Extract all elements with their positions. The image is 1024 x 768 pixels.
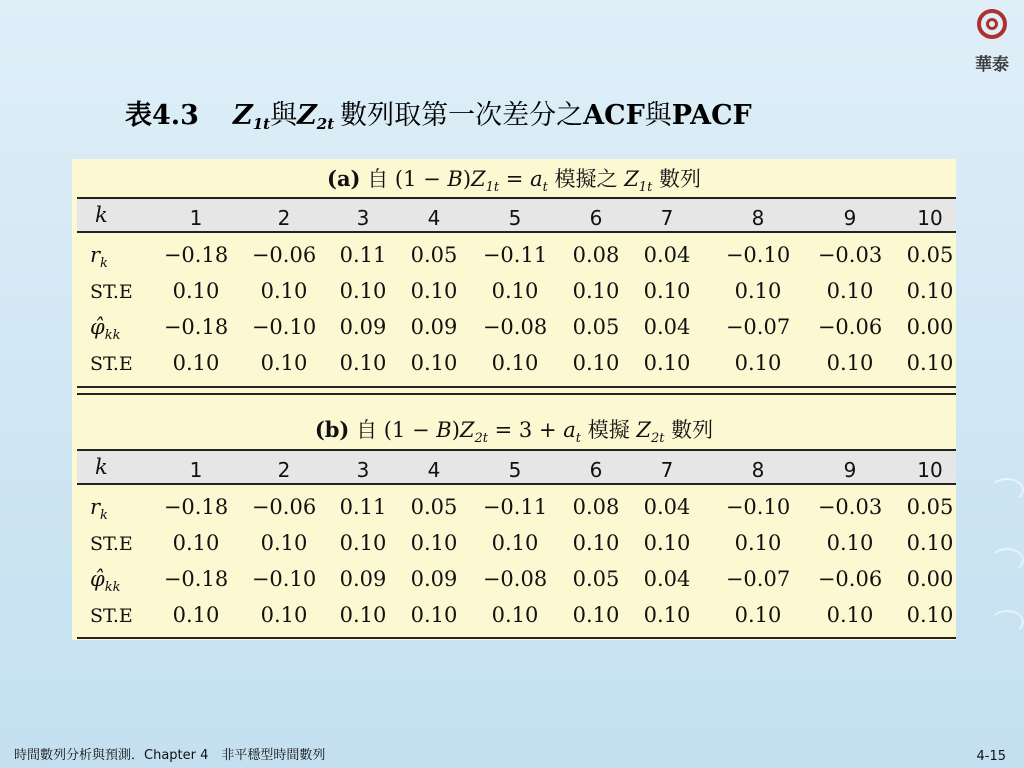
caption-a: a [530,167,543,191]
table-b-cell-rk: −0.10 [725,495,791,519]
caption-Z2: Z [624,167,639,191]
table-a-row-label-text: r [90,243,101,267]
table-a-cell-phi-se: 0.10 [172,351,220,375]
caption-Z-sub: 1t [485,180,500,196]
table-b-row-label-text: φ̂ [90,567,105,591]
table-a-lag-header: 4 [427,206,441,230]
table-b-lag-header: 4 [427,458,441,482]
table-a-cell-rk: −0.03 [817,243,883,267]
table-b-cell-phi-se: 0.10 [339,603,387,627]
title-acf: ACF [583,100,645,131]
caption-open: (1 − [383,418,437,442]
table-b-cell-phi-kk: 0.00 [906,567,954,591]
table-b-cell-rk: 0.08 [572,495,620,519]
table-a-cell-phi-se: 0.10 [491,351,539,375]
section-b-label: (b) [314,417,350,442]
table-a-cell-phi-kk: 0.05 [572,315,620,339]
table-a-cell-rk-se: 0.10 [826,279,874,303]
table-b-cell-phi-kk: 0.09 [410,567,458,591]
section-a-label: (a) [327,166,361,191]
table-b-row-label-text: ST.E [90,605,133,627]
caption-a: a [563,418,576,442]
table-b-lag-header: 3 [356,458,370,482]
logo-text: 華泰 [975,55,1009,75]
caption-B: B [436,418,452,442]
table-b-cell-phi-kk: −0.10 [251,567,317,591]
table-a-row-label-sub: k [100,256,108,272]
table-b-row-label-phi-se [90,605,133,627]
table-a-cell-rk: −0.06 [251,243,317,267]
table-b-row-label-rk [90,495,108,523]
table-a-cell-phi-kk: 0.09 [339,315,387,339]
table-a-cell-rk-se: 0.10 [260,279,308,303]
table-a-cell-phi-kk: 0.04 [643,315,691,339]
table-b-row-label-sub: k [100,508,108,524]
table-a-cell-phi-se: 0.10 [906,351,954,375]
table-b-cell-phi-kk: 0.09 [339,567,387,591]
caption-seq: 數列 [658,167,701,191]
table-b-cell-phi-se: 0.10 [260,603,308,627]
table-a-cell-phi-kk: −0.10 [251,315,317,339]
table-b-lag-header: 9 [843,458,857,482]
caption-Z: Z [471,167,486,191]
caption-Z2-sub: 1t [638,180,653,196]
table-b-cell-phi-kk: −0.08 [482,567,548,591]
table-a-cell-rk: −0.11 [482,243,548,267]
table-b-cell-rk-se: 0.10 [172,531,220,555]
table-b-cell-rk-se: 0.10 [339,531,387,555]
table-b-cell-phi-se: 0.10 [906,603,954,627]
table-b-cell-rk: −0.06 [251,495,317,519]
logo-ring-icon [977,9,1007,39]
table-a-cell-rk-se: 0.10 [172,279,220,303]
table-b-cell-phi-se: 0.10 [491,603,539,627]
title-rest: 數列取第一次差分之 [340,100,584,131]
table-a-lag-header: 5 [508,206,522,230]
table-b-cell-rk-se: 0.10 [260,531,308,555]
table-a-cell-phi-kk: −0.08 [482,315,548,339]
table-a-lag-header: 6 [589,206,603,230]
title-var-z2-sub: 2t [316,115,335,133]
table-a-cell-rk: 0.05 [906,243,954,267]
table-a-cell-phi-kk: −0.06 [817,315,883,339]
table-b-lag-header: 10 [917,458,943,482]
table-a-cell-phi-kk: −0.07 [725,315,791,339]
table-a-row-label-phi-kk [90,315,120,343]
caption-sim: 模擬之 [554,167,618,191]
table-b-row-label-rk-se [90,533,133,555]
table-b-cell-phi-kk: 0.05 [572,567,620,591]
table-a-lag-header: 10 [917,206,943,230]
table-b-cell-rk-se: 0.10 [410,531,458,555]
table-b-cell-phi-se: 0.10 [643,603,691,627]
table-b-k-label: k [95,455,108,479]
table-a-cell-phi-se: 0.10 [260,351,308,375]
table-a-cell-phi-kk: 0.09 [410,315,458,339]
caption-Z: Z [459,418,475,442]
table-a-row-label-sub: kk [104,328,121,344]
table-number: 表4.3 [125,100,199,131]
table-b-cell-phi-se: 0.10 [172,603,220,627]
table-b-cell-phi-kk: −0.07 [725,567,791,591]
table-a-row-label-rk [90,243,108,271]
table-b-cell-phi-se: 0.10 [572,603,620,627]
table-a-row-label-text: ST.E [90,353,133,375]
table-b-cell-rk-se: 0.10 [734,531,782,555]
caption-close: ) [451,418,460,442]
table-a-header-row [77,197,956,233]
table-b-cell-rk: 0.05 [906,495,954,519]
table-b-row-label-text: r [90,495,101,519]
table-a-k-label: k [95,203,108,227]
table-a-cell-phi-se: 0.10 [572,351,620,375]
slide-title [125,93,752,133]
caption-zi: 自 [367,167,389,191]
caption-open: (1 − [394,167,448,191]
table-b-cell-rk: 0.11 [339,495,387,519]
table-a-lag-header: 7 [660,206,674,230]
table-b-lag-header: 6 [589,458,603,482]
table-b-cell-phi-kk: −0.18 [163,567,229,591]
caption-eq: = 3 + [487,418,564,442]
table-a-cell-phi-se: 0.10 [643,351,691,375]
table-b-cell-rk-se: 0.10 [826,531,874,555]
table-a-cell-rk-se: 0.10 [339,279,387,303]
table-a-row-label-text: ST.E [90,281,133,303]
table-b-cell-rk-se: 0.10 [906,531,954,555]
table-b-cell-rk: −0.03 [817,495,883,519]
caption-Z2-sub: 2t [650,431,665,447]
title-var-z1-sub: 1t [252,115,271,133]
caption-sim: 模擬 [587,418,630,442]
table-a-cell-rk: 0.11 [339,243,387,267]
table-b-cell-rk: −0.18 [163,495,229,519]
caption-a-sub: t [542,180,548,196]
acf-pacf-table-panel [72,159,956,640]
decorative-swirl-icon [990,610,1024,634]
section-b-caption [72,414,956,446]
table-b-cell-phi-se: 0.10 [410,603,458,627]
table-a-bottom-rule [77,386,956,388]
table-b-cell-phi-kk: −0.06 [817,567,883,591]
title-pacf: PACF [671,100,752,131]
table-b-cell-phi-kk: 0.04 [643,567,691,591]
caption-close: ) [462,167,472,191]
title-and: 與 [644,100,672,131]
table-b-cell-rk: 0.05 [410,495,458,519]
table-b-cell-rk: 0.04 [643,495,691,519]
table-b-lag-header: 7 [660,458,674,482]
table-a-cell-phi-kk: −0.18 [163,315,229,339]
table-a-cell-rk-se: 0.10 [643,279,691,303]
caption-Z-sub: 2t [474,431,488,447]
table-a-cell-phi-se: 0.10 [826,351,874,375]
page-number: 4-15 [976,749,1006,764]
section-a-caption [72,163,956,195]
table-b-top-rule [77,393,956,395]
table-b-cell-rk-se: 0.10 [643,531,691,555]
table-a-cell-phi-se: 0.10 [410,351,458,375]
title-conj: 與 [270,100,298,131]
table-b-cell-rk-se: 0.10 [491,531,539,555]
table-a-row-label-rk-se [90,281,133,303]
table-b-row-label-text: ST.E [90,533,133,555]
caption-seq: 數列 [671,418,714,442]
table-a-cell-rk: −0.10 [725,243,791,267]
table-a-cell-rk: −0.18 [163,243,229,267]
table-b-row-label-phi-kk [90,567,120,595]
publisher-logo [962,6,1022,76]
table-a-cell-rk: 0.05 [410,243,458,267]
table-b-lag-header: 1 [189,458,203,482]
decorative-swirl-icon [990,548,1024,572]
table-b-cell-phi-se: 0.10 [734,603,782,627]
title-var-z2: Z [297,100,317,131]
table-a-cell-phi-kk: 0.00 [906,315,954,339]
table-a-cell-rk: 0.08 [572,243,620,267]
table-a-cell-rk-se: 0.10 [734,279,782,303]
table-b-lag-header: 2 [277,458,291,482]
footer-course-title: 時間數列分析與預測．Chapter 4 非平穩型時間數列 [14,748,326,763]
table-b-cell-phi-se: 0.10 [826,603,874,627]
table-a-cell-phi-se: 0.10 [734,351,782,375]
table-a-row-label-text: φ̂ [90,315,105,339]
table-a-cell-rk-se: 0.10 [906,279,954,303]
caption-B: B [447,167,463,191]
table-b-lag-header: 8 [751,458,765,482]
table-b-bottom-rule [77,637,956,639]
caption-Z2: Z [636,418,651,442]
table-b-cell-rk: −0.11 [482,495,548,519]
caption-zi: 自 [356,418,378,442]
table-a-cell-rk: 0.04 [643,243,691,267]
table-a-row-label-phi-se [90,353,133,375]
table-a-lag-header: 2 [277,206,291,230]
table-a-cell-rk-se: 0.10 [491,279,539,303]
caption-eq: = [499,167,531,191]
table-a-lag-header: 1 [189,206,203,230]
table-a-lag-header: 8 [751,206,765,230]
table-a-cell-rk-se: 0.10 [410,279,458,303]
title-var-z1: Z [232,100,253,131]
table-b-header-row [77,449,956,485]
decorative-swirl-icon [990,478,1024,502]
caption-a-sub: t [575,431,582,447]
table-b-lag-header: 5 [508,458,522,482]
table-a-cell-phi-se: 0.10 [339,351,387,375]
table-a-lag-header: 3 [356,206,370,230]
table-b-row-label-sub: kk [104,580,121,596]
table-a-lag-header: 9 [843,206,857,230]
table-b-cell-rk-se: 0.10 [572,531,620,555]
table-a-cell-rk-se: 0.10 [572,279,620,303]
